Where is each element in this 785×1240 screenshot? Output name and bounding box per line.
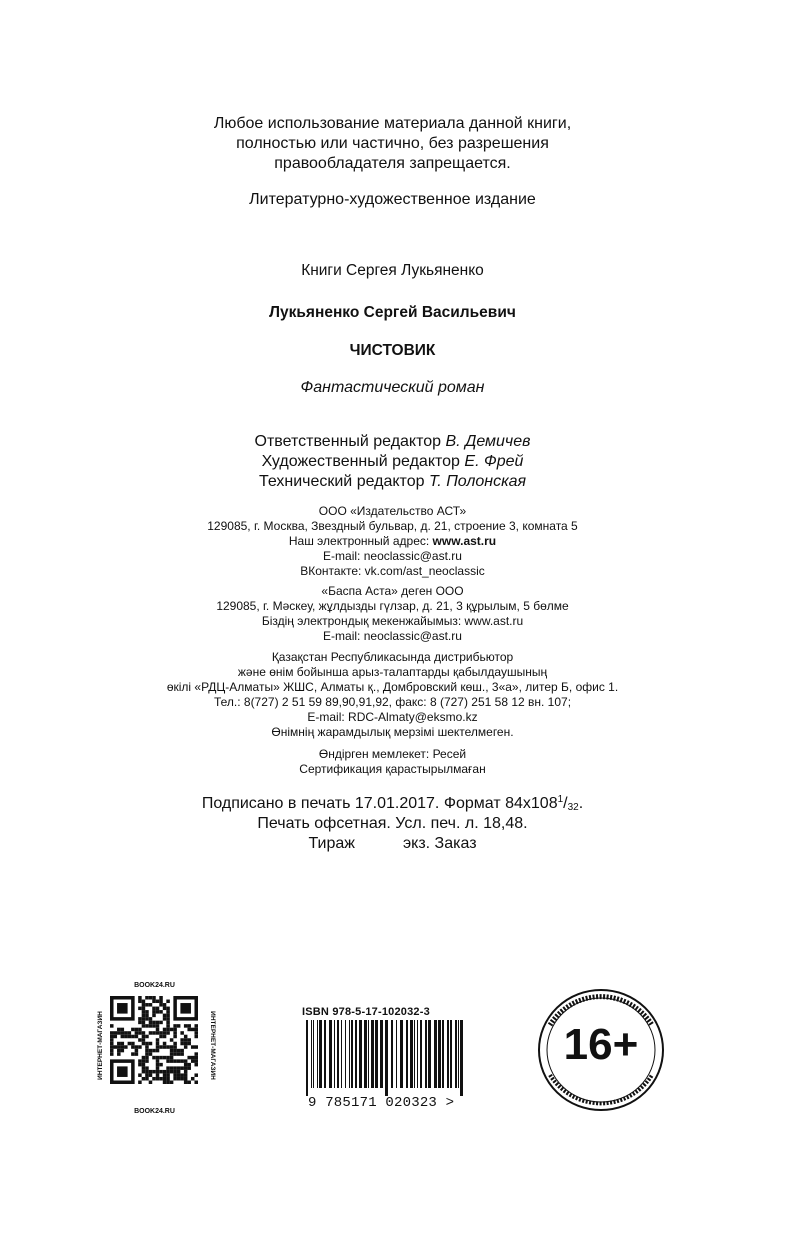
print-signed-end: . <box>578 795 584 812</box>
distributor-line: және өнім бойынша арыз-талаптарды қабылдаушының <box>237 665 548 679</box>
origin-line: Сертификация қарастырылмаған <box>299 762 486 776</box>
editor-technical <box>0 472 785 491</box>
barcode-digits: 9 785171 020323 > <box>308 1095 455 1111</box>
qr-caption-bottom: BOOK24.RU <box>134 1108 175 1115</box>
distributor-line: E-mail: RDC-Almaty@eksmo.kz <box>307 710 478 724</box>
publisher-kz-web: Біздің электрондық мекенжайымыз: www.ast.ru <box>261 614 524 628</box>
print-signed-text: Подписано в печать 17.01.2017. Формат 84x108 <box>201 795 558 812</box>
publisher-ru-address: 129085, г. Москва, Звездный бульвар, д. 21, строение 3, комната 5 <box>207 519 578 533</box>
distributor-line: өкілі «РДЦ-Алматы» ЖШС, Алматы қ., Домбровский көш., 3«а», литер Б, офис 1. <box>166 680 619 694</box>
qr-side-right: ИНТЕРНЕТ-МАГАЗИН <box>208 1011 216 1080</box>
distributor-line: Тел.: 8(727) 2 51 59 89,90,91,92, факс: 8 (727) 251 58 12 вн. 107; <box>213 695 572 709</box>
edition-type: Литературно-художественное издание <box>249 191 536 208</box>
qr-caption-top: BOOK24.RU <box>134 982 175 989</box>
editor-art <box>0 452 785 471</box>
book-title: ЧИСТОВИК <box>349 342 436 359</box>
origin-line: Өндірген мемлекет: Ресей <box>318 747 467 761</box>
book-genre: Фантастический роман <box>300 379 485 396</box>
publisher-ru-email: E-mail: neoclassic@ast.ru <box>323 549 462 563</box>
distributor-line: Қазақстан Республикасында дистрибьютор <box>271 650 514 664</box>
publisher-kz-address: 129085, г. Мәскеу, жұлдызды гүлзар, д. 21, 3 құрылым, 5 бөлме <box>216 599 569 613</box>
copies-label: экз. Заказ <box>402 835 477 852</box>
distributor-line: Өнімнің жарамдылық мерзімі шектелмеген. <box>271 725 514 739</box>
qr-code-icon <box>110 996 198 1084</box>
publisher-kz-email: E-mail: neoclassic@ast.ru <box>323 629 462 643</box>
editor-role: Ответственный редактор <box>254 433 442 450</box>
print-line: Печать офсетная. Усл. печ. л. 18,48. <box>257 815 528 832</box>
age-rating-text: 16+ <box>563 1020 639 1069</box>
editor-responsible <box>0 432 785 451</box>
qr-code-block[interactable] <box>92 980 217 1120</box>
print-signed: Подписано в печать 17.01.2017. Формат $84x108^1/_{32}$. <box>201 794 584 813</box>
editor-role: Художественный редактор <box>261 453 460 470</box>
age-rating-badge <box>536 985 666 1115</box>
publisher-ru-web-link[interactable]: www.ast.ru <box>432 534 497 548</box>
author-name: Лукьяненко Сергей Васильевич <box>269 304 516 321</box>
qr-side-left: ИНТЕРНЕТ-МАГАЗИН <box>96 1011 104 1080</box>
publisher-kz-name: «Баспа Аста» деген ООО <box>321 584 464 598</box>
isbn-text: ISBN 978-5-17-102032-3 <box>302 1006 430 1018</box>
publisher-ru-name: ООО «Издательство АСТ» <box>318 504 467 518</box>
copyright-line-2: полностью или частично, без разрешения <box>236 135 549 152</box>
publisher-ru-web <box>0 534 785 548</box>
editor-role: Технический редактор <box>258 473 425 490</box>
format-denominator: 32 <box>567 802 579 813</box>
publisher-ru-vk: ВКонтакте: vk.com/ast_neoclassic <box>300 564 485 578</box>
publisher-ru-web-label: Наш электронный адрес: <box>288 534 430 548</box>
copyright-line-3: правообладателя запрещается. <box>274 155 511 172</box>
barcode-icon <box>302 1020 472 1096</box>
editor-name: Т. Полонская <box>428 473 527 490</box>
editor-name: Е. Фрей <box>464 453 524 470</box>
circulation-label: Тираж <box>308 835 355 852</box>
format-numerator: 1 <box>557 794 564 805</box>
copyright-line-1: Любое использование материала данной книги, <box>213 115 572 132</box>
isbn-barcode <box>302 1006 472 1116</box>
print-circulation <box>0 834 785 853</box>
editor-name: В. Демичев <box>445 433 531 450</box>
series-name: Книги Сергея Лукьяненко <box>301 262 484 279</box>
